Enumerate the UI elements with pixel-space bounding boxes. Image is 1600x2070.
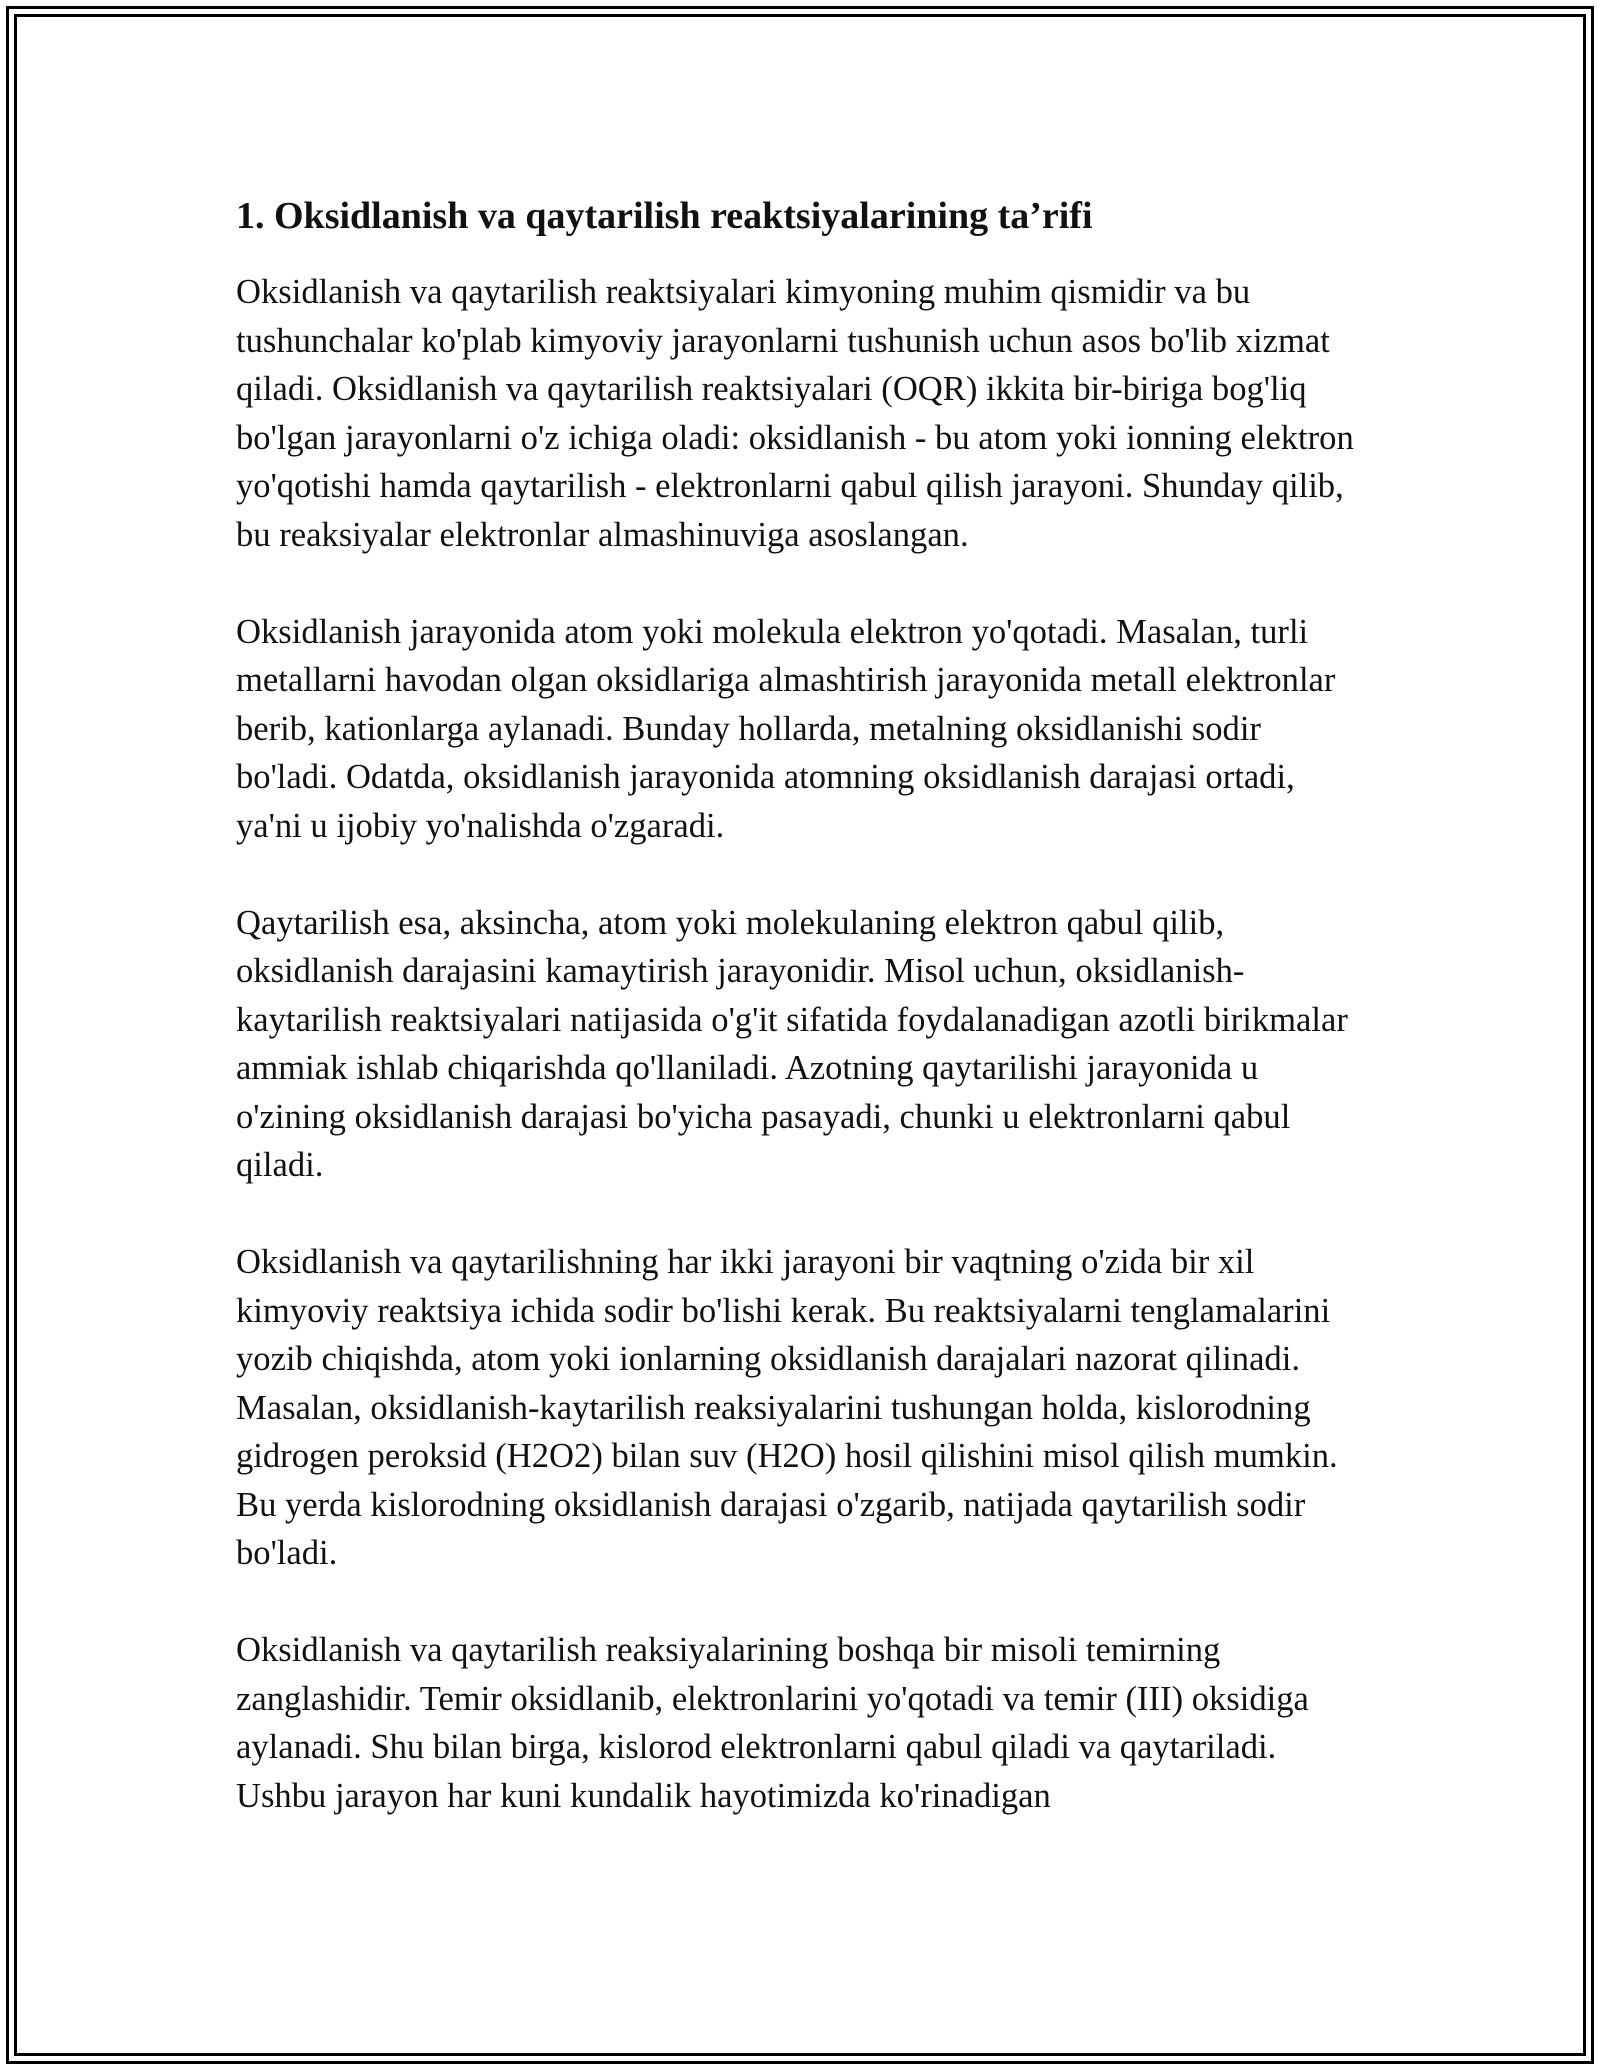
paragraph-oxidation: Oksidlanish jarayonida atom yoki molekula elektron yo'qotadi. Masalan, turli metallarni havodan olgan oksidlariga almashtirish jarayonida metall elektronlar berib, kationlarga aylanadi. Bunday hollarda, metalning oksidlanishi sodir bo'ladi. Odatda, oksidlanish jarayonida atomning oksidlanish darajasi ortadi, ya'ni u ijobiy yo'nalishda o'zgaradi. — [236, 612, 1336, 845]
paragraph-simultaneous: Oksidlanish va qaytarilishning har ikki jarayoni bir vaqtning o'zida bir xil kimyoviy reaktsiya ichida sodir bo'lishi kerak. Bu reaktsiyalarni tenglamalarini yozib chiqishda, atom yoki ionlarning oksidlanish darajalari nazorat qilinadi. Masalan, oksidlanish-kaytarilish reaksiyalarini tushungan holda, kislorodning gidrogen peroksid (H2O2) bilan suv (H2O) hosil qilishini misol qilish mumkin. Bu yerda kislorodning oksidlanish darajasi o'zgarib, natijada qaytarilish sodir bo'ladi. — [236, 1243, 1338, 1572]
paragraph-reduction: Qaytarilish esa, aksincha, atom yoki molekulaning elektron qabul qilib, oksidlanish darajasini kamaytirish jarayonidir. Misol uchun, oksidlanish-kaytarilish reaktsiyalari natijasida o'g'it sifatida foydalanadigan azotli birikmalar ammiak ishlab chiqarishda qo'llaniladi. Azotning qaytarilishi jarayonida u o'zining oksidlanish darajasi bo'yicha pasayadi, chunki u elektronlarni qabul qiladi. — [236, 903, 1348, 1184]
document-body — [236, 186, 1366, 1869]
paragraph-rusting-example: Oksidlanish va qaytarilish reaksiyalarining boshqa bir misoli temirning zanglashidir. Temir oksidlanib, elektronlarini yo'qotadi va temir (III) oksidiga aylanadi. Shu bilan birga, kislorod elektronlarni qabul qiladi va qaytariladi. Ushbu jarayon har kuni kundalik hayotimizda ko'rinadigan — [236, 1631, 1309, 1815]
section-heading: 1. Oksidlanish va qaytarilish reaktsiyalarining ta’rifi — [236, 195, 1093, 237]
paragraph-definition: Oksidlanish va qaytarilish reaktsiyalari kimyoning muhim qismidir va bu tushunchalar ko'plab kimyoviy jarayonlarni tushunish uchun asos bo'lib xizmat qiladi. Oksidlanish va qaytarilish reaktsiyalari (OQR) ikkita bir-biriga bog'liq bo'lgan jarayonlarni o'z ichiga oladi: oksidlanish - bu atom yoki ionning elektron yo'qotishi hamda qaytarilish - elektronlarni qabul qilish jarayoni. Shunday qilib, bu reaksiyalar elektronlar almashinuviga asoslangan. — [236, 273, 1354, 554]
